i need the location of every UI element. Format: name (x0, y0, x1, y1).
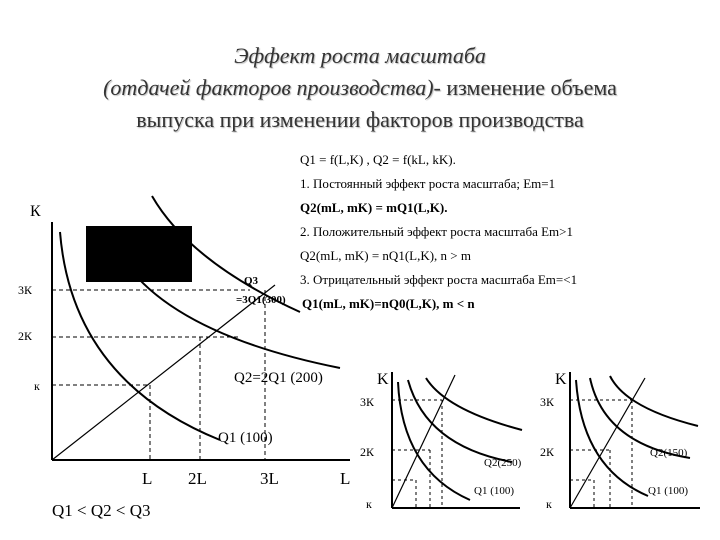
q3-label-line-2: =3Q1(300) (236, 294, 286, 306)
main-tick-l: L (142, 469, 153, 488)
formula-line-2: 1. Постоянный эффект роста масштаба; Еm=1 (300, 176, 556, 191)
inequality-label: Q1 < Q2 < Q3 (52, 501, 151, 520)
sg1-ray (392, 375, 455, 508)
sg2-tick-3k: 3К (540, 395, 555, 409)
title-line-2-rest: - изменение объема (433, 75, 617, 100)
sg2-tick-k: к (546, 497, 552, 511)
sg2-tick-2k: 2К (540, 445, 555, 459)
title-line-3: выпуска при изменении факторов производства (136, 107, 584, 132)
title-line-2-italic: (отдачей факторов производства) (103, 75, 434, 100)
main-tick-2l: 2L (188, 469, 207, 488)
formula-line-7: Q1(mL, mK)=nQ0(L,K), m < n (302, 296, 475, 311)
sg2-q2-label: Q2(150) (650, 447, 688, 459)
sg1-tick-k: к (366, 497, 372, 511)
main-tick-3k: 3К (18, 283, 33, 297)
q1-label: Q1 (100) (218, 430, 273, 446)
isoquant-q1 (60, 232, 220, 440)
sg1-q2-label: Q2(250) (484, 457, 522, 469)
main-tick-2k: 2К (18, 329, 33, 343)
sg1-tick-2k: 2К (360, 445, 375, 459)
q2-label: Q2=2Q1 (200) (234, 370, 323, 386)
main-x-label: L (340, 469, 351, 488)
sg2-isoquant-q2 (590, 378, 690, 458)
sg2-q1-label: Q1 (100) (648, 485, 689, 497)
main-y-label: К (30, 203, 41, 220)
title-line-1: Эффект роста масштаба (234, 43, 486, 68)
sg2-y-label: K (555, 371, 567, 388)
sg1-isoquant-q3 (426, 378, 522, 430)
formula-line-4: 2. Положительный эффект роста масштаба Еm>1 (300, 224, 573, 239)
formula-line-1: Q1 = f(L,K) , Q2 = f(kL, kK). (300, 152, 456, 167)
formula-line-3: Q2(mL, mK) = mQ1(L,K). (300, 200, 448, 215)
sg2-isoquant-q3 (610, 376, 698, 426)
sg1-q1-label: Q1 (100) (474, 485, 515, 497)
sg1-y-label: K (377, 371, 389, 388)
isoquant-q2 (110, 236, 340, 368)
formula-line-5: Q2(mL, mK) = nQ1(L,K), n > m (300, 248, 471, 263)
main-tick-k: к (34, 379, 40, 393)
main-tick-3l: 3L (260, 469, 279, 488)
q3-label-line-1: Q3 (244, 275, 259, 287)
formula-line-6: 3. Отрицательный эффект роста масштаба Еm=<1 (300, 272, 578, 287)
sg1-tick-3k: 3К (360, 395, 375, 409)
